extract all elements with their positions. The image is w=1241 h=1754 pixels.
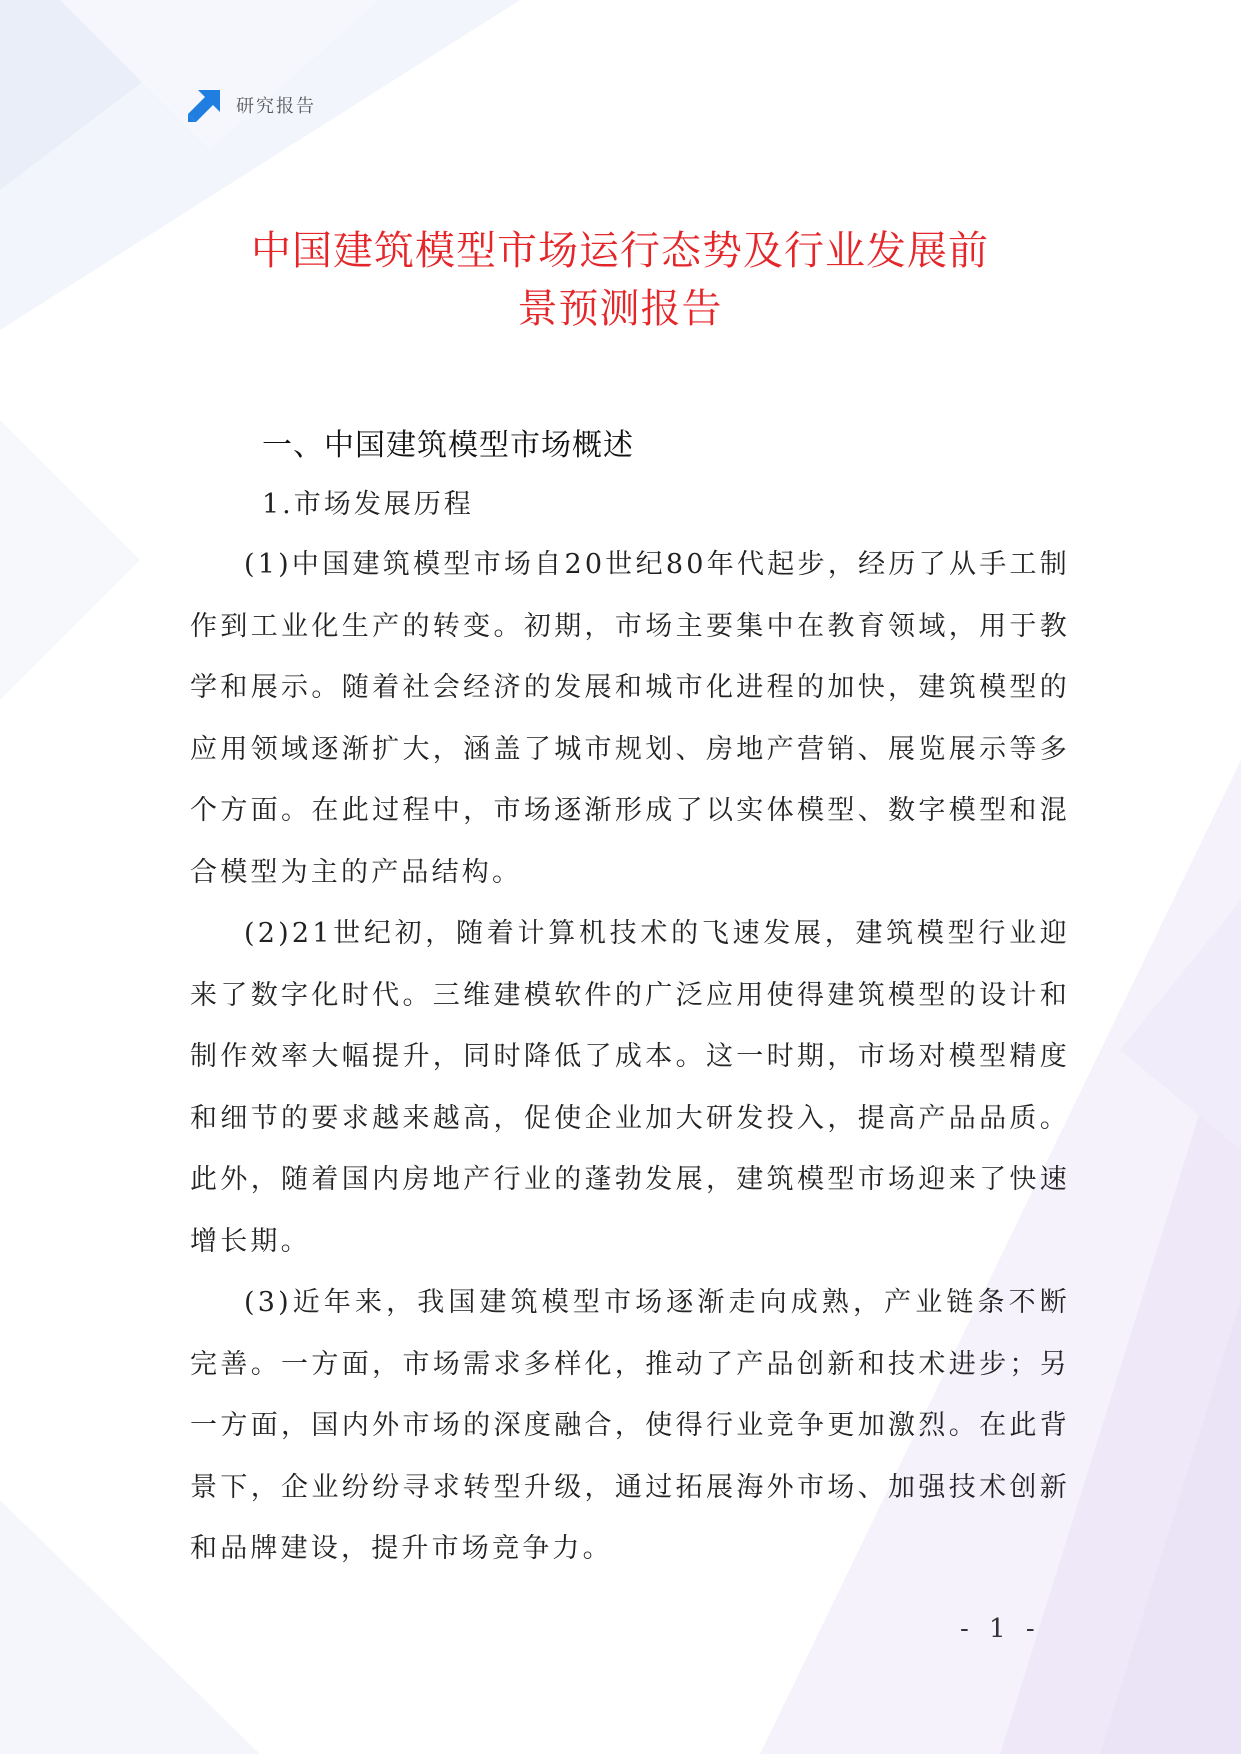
body-text bbox=[190, 534, 1070, 1580]
paragraph-2: (2)21世纪初，随着计算机技术的飞速发展，建筑模型行业迎来了数字化时代。三维建模软件的广泛应用使得建筑模型的设计和制作效率大幅提升，同时降低了成本。这一时期，市场对模型精度和细节的要求越来越高，促使企业加大研发投入，提高产品品质。此外，随着国内房地产行业的蓬勃发展，建筑模型市场迎来了快速增长期。 bbox=[190, 918, 1070, 1257]
report-title-line-2: 景预测报告 bbox=[517, 286, 723, 332]
arrow-up-right-icon bbox=[188, 88, 222, 122]
header-label: 研究报告 bbox=[236, 96, 316, 117]
page-number: - 1 - bbox=[960, 1614, 1041, 1644]
paragraph-3: (3)近年来，我国建筑模型市场逐渐走向成熟，产业链条不断完善。一方面，市场需求多样化，推动了产品创新和技术进步；另一方面，国内外市场的深度融合，使得行业竞争更加激烈。在此背景下，企业纷纷寻求转型升级，通过拓展海外市场、加强技术创新和品牌建设，提升市场竞争力。 bbox=[190, 1287, 1070, 1564]
subsection-heading: 1.市场发展历程 bbox=[262, 489, 474, 520]
report-title bbox=[180, 222, 1060, 338]
report-title-line-1: 中国建筑模型市场运行态势及行业发展前 bbox=[251, 228, 989, 274]
section-heading: 一、中国建筑模型市场概述 bbox=[262, 428, 634, 463]
paragraph-1: (1)中国建筑模型市场自20世纪80年代起步，经历了从手工制作到工业化生产的转变。初期，市场主要集中在教育领域，用于教学和展示。随着社会经济的发展和城市化进程的加快，建筑模型的应用领域逐渐扩大，涵盖了城市规划、房地产营销、展览展示等多个方面。在此过程中，市场逐渐形成了以实体模型、数字模型和混合模型为主的产品结构。 bbox=[190, 549, 1070, 888]
report-header bbox=[188, 88, 316, 122]
